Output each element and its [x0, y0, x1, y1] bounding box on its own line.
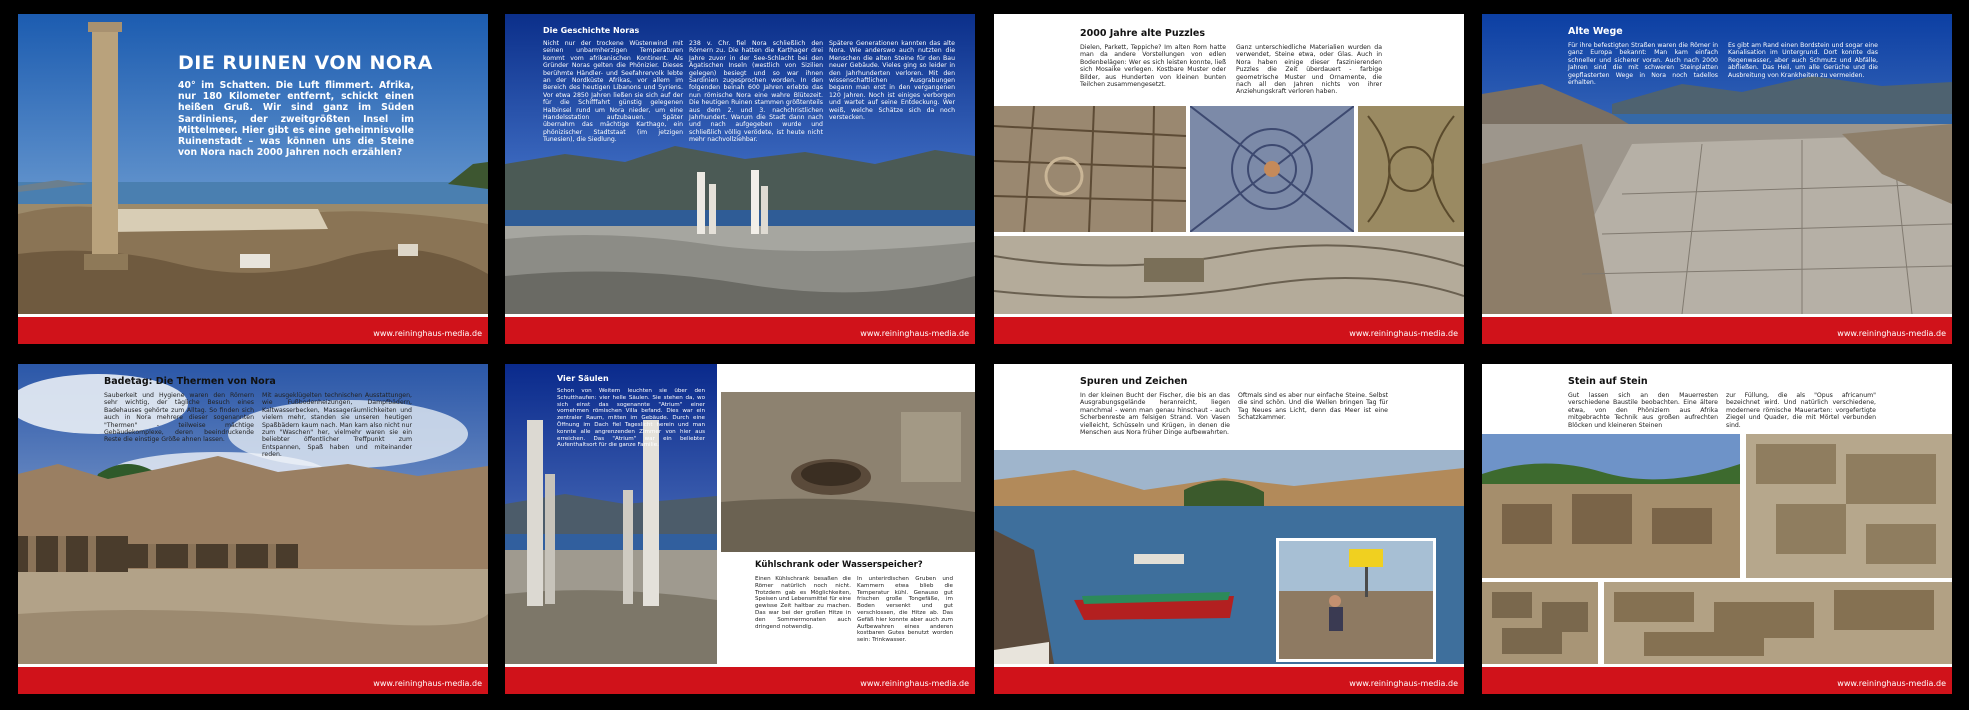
footer-bar: [18, 314, 488, 344]
page-4-alte-wege[interactable]: [1482, 14, 1952, 344]
footer-url[interactable]: www.reininghaus-media.de: [1837, 679, 1946, 688]
section-heading: Badetag: Die Thermen von Nora: [104, 376, 276, 387]
text-column-1: Nicht nur der trockene Wüstenwind mit seinen unbarmherzigen Temperaturen kommt vom afrikanischen Kontinent. Als Gründer Noras gelten die Phönizier. Dieses berühmte Händler- und Seefahrervolk lebte an der Nordküste Afrikas, vor allem im Bereich des heutigen Libanons und Syriens. Vor etwa 2850 Jahren ließen sie sich auf der für die Schifffahrt günstig gelegenen Halbinsel rund um Nora nieder, um eine Handelsstation aufzubauen. Später übernahm das mächtige Karthago, ein phönizischer Stadtstaat (im jetzigen Tunesien), die Siedlung.: [543, 40, 683, 144]
page-2-geschichte-noras[interactable]: [505, 14, 975, 344]
mosaic-photo-1: [994, 106, 1186, 232]
footer-url[interactable]: www.reininghaus-media.de: [1837, 329, 1946, 338]
text-column-2: 238 v. Chr. fiel Nora schließlich den Römern zu. Die hatten die Karthager drei Jahre zuvor in der See-Schlacht bei den Ägatischen Inseln (westlich von Sizilien gelegen) besiegt und so war ihnen Sardinien zugesprochen worden. In den folgenden beinah 600 Jahren erlebte das nun römische Nora eine wahre Blütezeit. Die heutigen Ruinen stammen größtenteils aus dem 2. und 3. nachchristlichen Jahrhundert. Warum die Stadt dann nach und nach aufgegeben wurde und schließlich völlig verödete, ist heute nicht mehr nachvollziehbar.: [689, 40, 823, 144]
text-column-2: zur Füllung, die als "Opus africanum" bezeichnet wird. Und natürlich verschiedene, modernere römische Mauerarten: vorgefertigte Ziegel und Quader, die mit Mörtel verbunden sind.: [1726, 392, 1876, 429]
text-column-1: Für ihre befestigten Straßen waren die Römer in ganz Europa bekannt: Man kam einfach schneller und sicherer voran. Auch nach 2000 Jahren sind die mit schweren Steinplatten gepflasterten Wege in Nora noch tadellos erhalten.: [1568, 42, 1718, 87]
text-column-2: Mit ausgeklügelten technischen Ausstattungen, wie Fußbodenheizungen, Dampfbädern, Kaltwasserbecken, Massageräumlichkeiten und vielem mehr, standen sie unseren heutigen Spaßbädern kaum nach. Man kam also nicht nur zum "Waschen" her, vielmehr waren sie ein beliebter öffentlicher Treffpunkt zum Entspannen, Spaß haben und miteinander reden.: [262, 392, 412, 459]
lead-paragraph: 40° im Schatten. Die Luft flimmert. Afrika, nur 180 Kilometer entfernt, schickt einen heißen Gruß. Wir sind ganz im Süden Sardiniens, der zweitgrößten Insel im Mittelmeer. Hier gibt es eine geheimnisvolle Ruinenstadt – was können uns die Steine von Nora nach 2000 Jahren noch erzählen?: [178, 80, 414, 159]
text-column-1: Sauberkeit und Hygiene waren den Römern sehr wichtig, der tägliche Besuch eines Badehauses gehörte zum Alltag. So finden sich auch in Nora mehrere dieser sogenannten "Thermen" - teilweise mächtige Gebäudekomplexe, deren beeindruckende Reste die einstige Größe ahnen lassen.: [104, 392, 254, 444]
mosaic-photo-2: [1190, 106, 1354, 232]
text-column-3: In unterirdischen Gruben und Kammern etwa blieb die Temperatur kühl. Genauso gut frischen große Tongefäße, im Boden versenkt und gut verschlossen, die Hitze ab. Das Gefäß hier konnte aber auch zum Aufbewahren eines anderen kostbaren Gutes benutzt worden sein: Trinkwasser.: [857, 576, 953, 644]
page-1-ruinen-von-nora[interactable]: [18, 14, 488, 344]
footer-bar: [18, 664, 488, 694]
section-heading: Alte Wege: [1568, 26, 1623, 37]
section-heading: Die Geschichte Noras: [543, 26, 640, 35]
mosaic-photo-4: [994, 236, 1464, 314]
footer-bar: [994, 314, 1464, 344]
section-heading: 2000 Jahre alte Puzzles: [1080, 28, 1205, 39]
section-heading: Vier Säulen: [557, 374, 609, 383]
text-column-1: Gut lassen sich an den Mauerresten verschiedene Baustile beobachten. Eine ältere etwa, von den Phöniziern aus Afrika mitgebrachte Technik aus großen aufrechten Blöcken und kleineren Steinen: [1568, 392, 1718, 429]
text-column-2: Ganz unterschiedliche Materialien wurden da verwendet, Steine etwa, oder Glas. Auch in Nora haben einige dieser faszinierenden Puzzles die Zeit überdauert - farbige geometrische Muster und Ornamente, die nach all den Jahren nichts von ihrer Anziehungskraft verloren haben.: [1236, 44, 1382, 96]
subsection-heading: Kühlschrank oder Wasserspeicher?: [755, 560, 923, 570]
page-5-thermen[interactable]: [18, 364, 488, 694]
text-column-1: Dielen, Parkett, Teppiche? Im alten Rom hatte man da andere Vorstellungen von edlen Bodenbelägen: Wer es sich leisten konnte, ließ sich Mosaike verlegen. Kostbare Muster oder Bilder, aus Hunderten von kleinen bunten Teilchen zusammengesetzt.: [1080, 44, 1226, 89]
section-heading: Stein auf Stein: [1568, 376, 1648, 387]
mosaic-photo-3: [1358, 106, 1464, 232]
photo-wall-ruins-2: [1746, 434, 1952, 578]
footer-url[interactable]: www.reininghaus-media.de: [860, 329, 969, 338]
text-column-2: Es gibt am Rand einen Bordstein und sogar eine Kanalisation im Untergrund. Dort konnte das Regenwasser, aber auch Schmutz und Abfälle, abfließen. Das Heil, um alle Gerüche und die Ausbreitung von Krankheiten zu vermeiden.: [1728, 42, 1878, 79]
text-column-3: Spätere Generationen kannten das alte Nora. Wie anderswo auch nutzten die Menschen die alten Steine für den Bau neuer Gebäude. Vieles ging so leider in den Jahrhunderten verloren. Mit den wissenschaftlichen Ausgrabungen begann man erst in den vergangenen 120 Jahren. Noch ist einiges verborgen und wartet auf seine Entdeckung. Wer weiß, welche Schätze sich da noch verstecken.: [829, 40, 955, 122]
footer-url[interactable]: www.reininghaus-media.de: [860, 679, 969, 688]
footer-bar: [1482, 314, 1952, 344]
footer-bar: [994, 664, 1464, 694]
footer-bar: [505, 664, 975, 694]
footer-url[interactable]: www.reininghaus-media.de: [373, 329, 482, 338]
photo-wall-ruins-1: [1482, 434, 1740, 578]
footer-bar: [1482, 664, 1952, 694]
page-8-stein-auf-stein[interactable]: [1482, 364, 1952, 694]
page-6-vier-saeulen[interactable]: [505, 364, 975, 694]
footer-url[interactable]: www.reininghaus-media.de: [373, 679, 482, 688]
photo-wall-ruins-4: [1604, 582, 1952, 664]
photo-clay-vessel: [721, 392, 975, 552]
text-column-1: In der kleinen Bucht der Fischer, die bis an das Ausgrabungsgelände heranreicht, liegen manchmal - wenn man genau hinschaut - auch Scherbenreste am felsigen Strand. Von Vasen vielleicht, Schüsseln und Krügen, in denen die Menschen aus Nora früher Dinge aufbewahrten.: [1080, 392, 1230, 437]
section-heading: Spuren und Zeichen: [1080, 376, 1188, 387]
page-3-alte-puzzles[interactable]: [994, 14, 1464, 344]
footer-url[interactable]: www.reininghaus-media.de: [1349, 329, 1458, 338]
footer-bar: [505, 314, 975, 344]
text-column-2: Oftmals sind es aber nur einfache Steine. Selbst die sind schön. Und die Wellen bringen Tag für Tag Neues ans Licht, denn das Meer ist eine Schatzkammer.: [1238, 392, 1388, 422]
text-column-2: Einen Kühlschrank besaßen die Römer natürlich noch nicht. Trotzdem gab es Möglichkeiten, Speisen und Lebensmittel für eine gewisse Zeit haltbar zu machen. Das war bei der großen Hitze in den Sommermonaten auch dringend notwendig.: [755, 576, 851, 630]
footer-url[interactable]: www.reininghaus-media.de: [1349, 679, 1458, 688]
photo-wall-ruins-3: [1482, 582, 1598, 664]
page-7-spuren-und-zeichen[interactable]: [994, 364, 1464, 694]
text-column-1: Schon von Weitem leuchten sie über den Schutthaufen: vier helle Säulen. Sie stehen da, wo sich einst das sogenannte "Atrium" einer vornehmen römischen Villa befand. Dies war ein zentraler Raum, mitten im Gebäude. Durch eine Öffnung im Dach fiel Tageslicht herein und man konnte alle angrenzenden Zimmer von hier aus erreichen. Das "Atrium" war ein beliebter Aufenthaltsort für die ganze Familie.: [557, 388, 705, 449]
photo-person-beach-inset: [1276, 538, 1436, 662]
page-title: DIE RUINEN VON NORA: [178, 52, 433, 74]
